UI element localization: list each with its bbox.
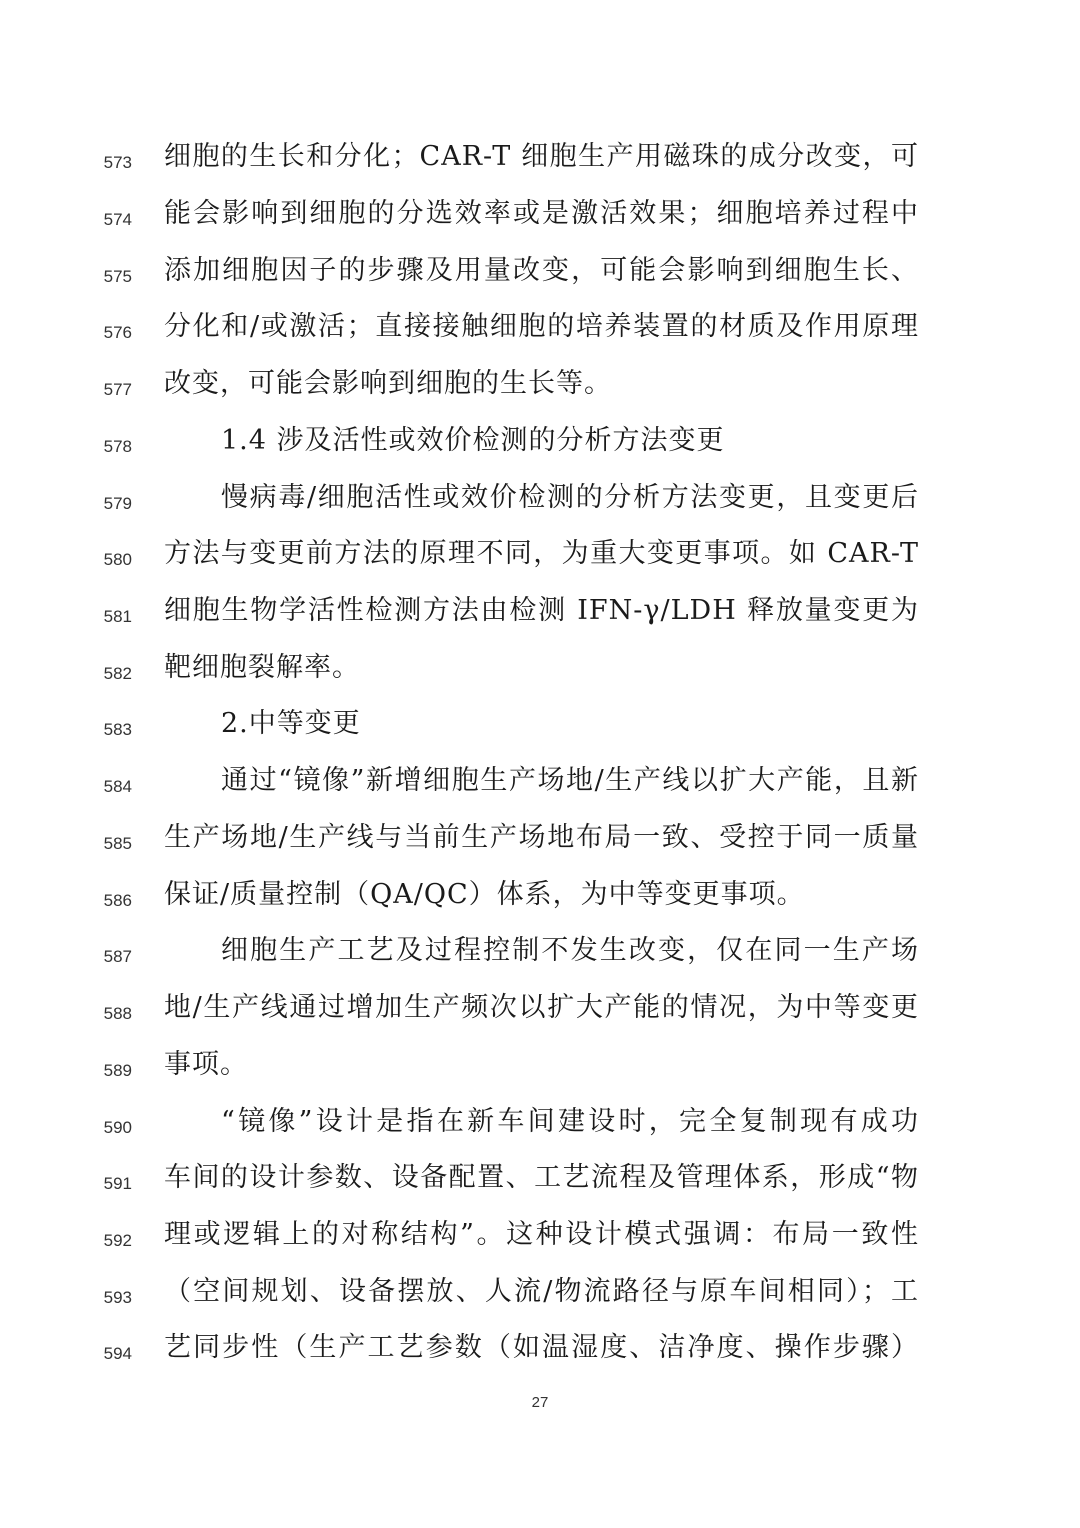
line-number: 591 <box>103 1174 132 1193</box>
line-text: 事项。 <box>164 1049 248 1080</box>
line-number: 593 <box>103 1288 132 1307</box>
line-text: 艺同步性（生产工艺参数（如温湿度、洁净度、操作步骤） <box>164 1332 919 1363</box>
text-line <box>0 871 1080 928</box>
line-text: 细胞的生长和分化；CAR-T 细胞生产用磁珠的成分改变，可 <box>164 141 919 172</box>
line-number: 589 <box>103 1061 132 1080</box>
text-line <box>0 1324 1080 1381</box>
line-number: 574 <box>103 210 132 229</box>
text-line <box>0 474 1080 531</box>
page-number: 27 <box>531 1394 549 1411</box>
line-number: 583 <box>103 720 132 739</box>
line-number: 575 <box>103 267 132 286</box>
line-text: 通过“镜像”新增细胞生产场地/生产线以扩大产能，且新 <box>221 765 919 796</box>
text-line <box>0 984 1080 1041</box>
text-line <box>0 303 1080 360</box>
line-number: 585 <box>103 834 132 853</box>
line-text: 细胞生物学活性检测方法由检测 IFN-γ/LDH 释放量变更为 <box>164 595 919 626</box>
text-line <box>0 1154 1080 1211</box>
line-text: 地/生产线通过增加生产频次以扩大产能的情况，为中等变更 <box>164 992 919 1023</box>
text-line <box>0 1098 1080 1155</box>
text-line <box>0 360 1080 417</box>
line-text: 添加细胞因子的步骤及用量改变，可能会影响到细胞生长、 <box>164 255 919 286</box>
text-line <box>0 644 1080 701</box>
text-line <box>0 587 1080 644</box>
text-line <box>0 1211 1080 1268</box>
line-text: 细胞生产工艺及过程控制不发生改变，仅在同一生产场 <box>221 935 919 966</box>
line-number: 594 <box>103 1344 132 1363</box>
line-number: 584 <box>103 777 132 796</box>
line-number: 586 <box>103 891 132 910</box>
line-text: 分化和/或激活；直接接触细胞的培养装置的材质及作用原理 <box>164 311 919 342</box>
line-number: 592 <box>103 1231 132 1250</box>
line-number: 579 <box>103 494 132 513</box>
line-number: 588 <box>103 1004 132 1023</box>
line-number: 573 <box>103 153 132 172</box>
line-text: 能会影响到细胞的分选效率或是激活效果；细胞培养过程中 <box>164 198 919 229</box>
text-line <box>0 814 1080 871</box>
line-text: 理或逻辑上的对称结构”。这种设计模式强调：布局一致性 <box>164 1219 919 1250</box>
line-number: 578 <box>103 437 132 456</box>
line-text: 生产场地/生产线与当前生产场地布局一致、受控于同一质量 <box>164 822 919 853</box>
line-number: 590 <box>103 1118 132 1137</box>
text-line <box>0 1268 1080 1325</box>
line-text: 改变，可能会影响到细胞的生长等。 <box>164 368 612 399</box>
text-line <box>0 190 1080 247</box>
line-text: 方法与变更前方法的原理不同，为重大变更事项。如 CAR-T <box>164 538 919 569</box>
text-line <box>0 757 1080 814</box>
line-number: 576 <box>103 323 132 342</box>
text-line <box>0 133 1080 190</box>
line-number: 582 <box>103 664 132 683</box>
line-number: 577 <box>103 380 132 399</box>
section-heading: 2.中等变更 <box>221 708 361 739</box>
text-line <box>0 247 1080 304</box>
section-heading-line <box>0 417 1080 474</box>
line-number: 581 <box>103 607 132 626</box>
text-line <box>0 927 1080 984</box>
line-text: （空间规划、设备摆放、人流/物流路径与原车间相同）；工 <box>164 1276 919 1307</box>
section-heading-line <box>0 700 1080 757</box>
line-text: 慢病毒/细胞活性或效价检测的分析方法变更，且变更后 <box>221 482 919 513</box>
line-text: “镜像”设计是指在新车间建设时，完全复制现有成功 <box>221 1106 919 1137</box>
text-line <box>0 1041 1080 1098</box>
line-text: 靶细胞裂解率。 <box>164 652 360 683</box>
line-number: 580 <box>103 550 132 569</box>
line-number: 587 <box>103 947 132 966</box>
section-heading: 1.4 涉及活性或效价检测的分析方法变更 <box>221 425 725 456</box>
text-line <box>0 530 1080 587</box>
line-text: 保证/质量控制（QA/QC）体系，为中等变更事项。 <box>164 879 805 910</box>
line-text: 车间的设计参数、设备配置、工艺流程及管理体系，形成“物 <box>164 1162 919 1193</box>
